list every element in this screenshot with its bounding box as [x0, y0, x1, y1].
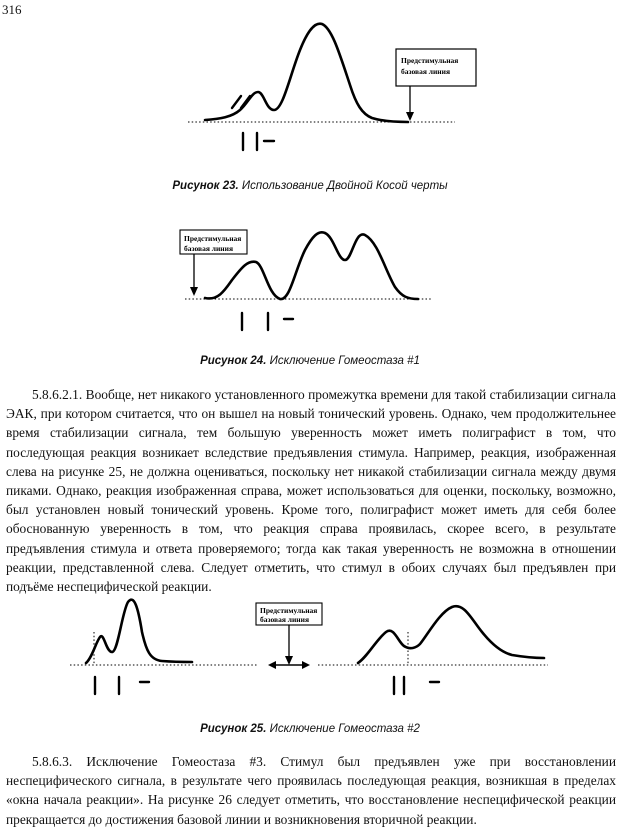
- arrow-head: [285, 656, 293, 665]
- response-curve: [205, 24, 408, 122]
- response-curve-left: [86, 600, 192, 663]
- arrow-head: [190, 287, 198, 296]
- figure-25-diagram: [0, 592, 620, 712]
- baseline-label-line1: Предстимульная: [401, 56, 459, 65]
- double-slash-mark: [232, 96, 241, 108]
- baseline-label-line1: Предстимульная: [260, 606, 318, 615]
- figure-25-title: Исключение Гомеостаза #2: [269, 723, 420, 735]
- figure-23-diagram: [0, 0, 620, 180]
- figure-23-label: Рисунок 23.: [172, 180, 239, 192]
- figure-24-diagram: [0, 215, 620, 355]
- figure-24-caption: [0, 355, 620, 367]
- double-arrow-right-head: [302, 661, 310, 669]
- baseline-label-line2: базовая линия: [260, 615, 309, 624]
- paragraph-5-8-6-2-1: 5.8.6.2.1. Вообще, нет никакого установленного промежутка времени для такой стабилизации сигнала ЭАК, при котором считается, что он вышел на новый тонический уровень. Однако, чем продолжительнее время стабилизации сигнала, тем большую уверенность может иметь полиграфист в том, что последующая реакция возникает вследствие предъявления стимула. Например, реакция, изображенная слева на рисунке 25, не должна оцениваться, поскольку нет никакой стабилизации сигнала между двумя пиками. Однако, реакция изображенная справа, может использоваться для оценки, поскольку, возможно, был установлен новый тонический уровень. Кроме того, полиграфист может иметь для себя более обоснованную уверенность в том, что реакция справа проявилась, скорее всего, в результате предъявления стимула и ответа проверяемого; тогда как такая уверенность не возможна в отношении реакции, представленной слева. Следует отметить, что стимул в обоих случаях был предъявлен при подъёме неспецифической реакции.: [6, 387, 616, 595]
- double-arrow-left-head: [268, 661, 276, 669]
- figure-23-title: Использование Двойной Косой черты: [241, 180, 448, 192]
- page-number: 316: [2, 2, 22, 17]
- figure-25-label: Рисунок 25.: [200, 723, 267, 735]
- figure-23-caption: [0, 180, 620, 192]
- arrow-head: [406, 112, 414, 121]
- baseline-label-line2: базовая линия: [184, 244, 233, 253]
- figure-24-title: Исключение Гомеостаза #1: [269, 355, 420, 367]
- baseline-label-line2: базовая линия: [401, 67, 450, 76]
- figure-25-caption: [0, 723, 620, 735]
- baseline-label-line1: Предстимульная: [184, 234, 242, 243]
- paragraph-5-8-6-3: 5.8.6.3. Исключение Гомеостаза #3. Стимул был предъявлен уже при восстановлении неспецифического сигнала, в результате чего проявилась последующая реакция, возникшая в пределах «окна начала реакции». На рисунке 26 следует отметить, что восстановление неспецифической реакции прекращается до достижения базовой линии и возникновения вторичной реакции.: [6, 754, 616, 827]
- figure-24-label: Рисунок 24.: [200, 355, 267, 367]
- response-curve-right: [358, 606, 544, 663]
